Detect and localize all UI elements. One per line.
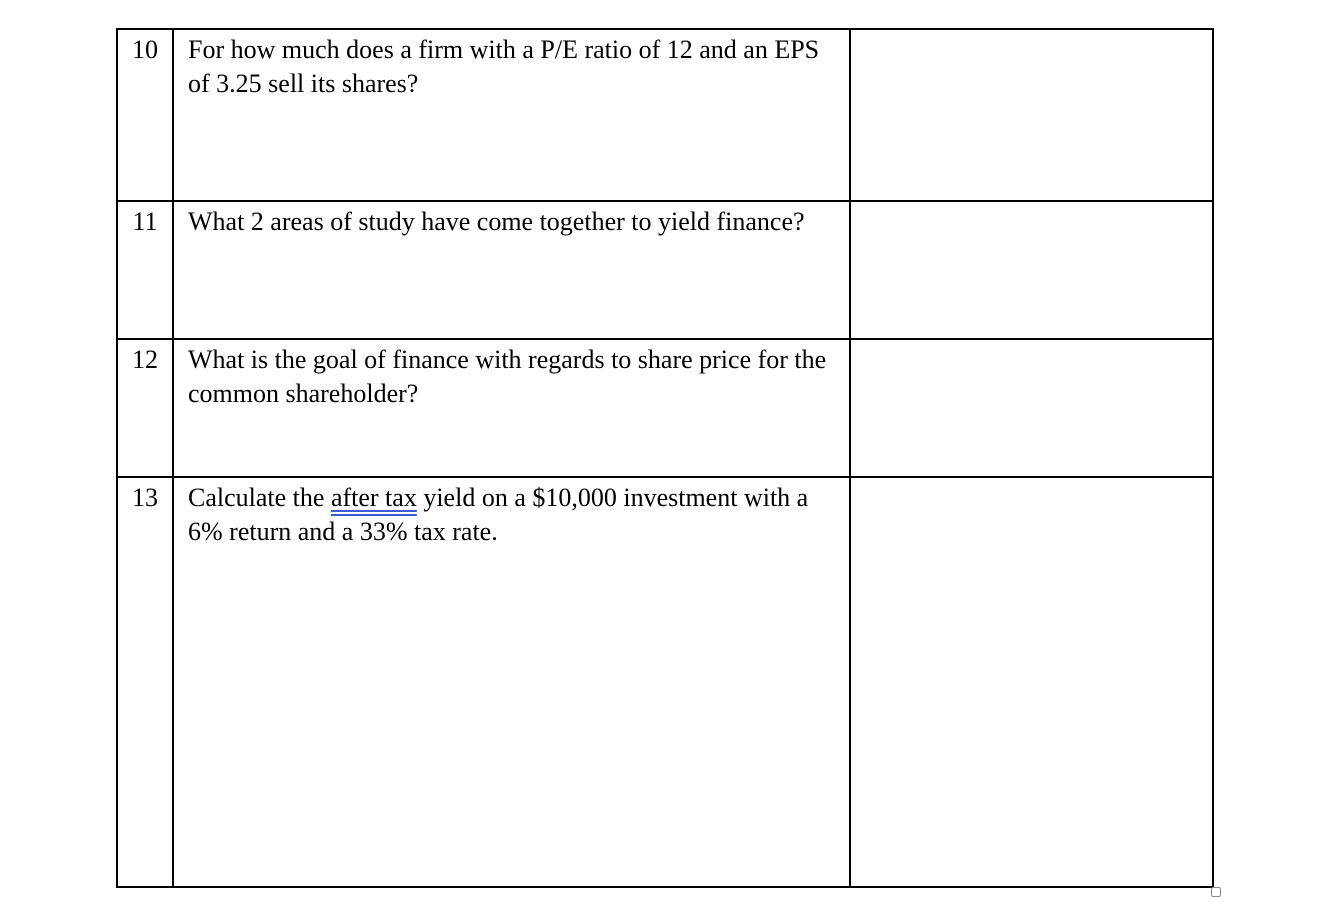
- question-text-cell[interactable]: [173, 29, 850, 201]
- question-table: [116, 28, 1214, 888]
- question-text-part: yield on a $10,000 investment with a 6% return and a 33% tax rate.: [188, 483, 809, 546]
- question-text: What is the goal of finance with regards to share price for the common shareholder?: [188, 345, 827, 408]
- answer-cell[interactable]: [850, 339, 1213, 477]
- answer-cell[interactable]: [850, 201, 1213, 339]
- answer-cell[interactable]: [850, 477, 1213, 887]
- question-text: What 2 areas of study have come together to yield finance?: [188, 207, 805, 236]
- question-row-10: [117, 29, 1213, 201]
- question-number: 11: [117, 201, 173, 339]
- question-row-13: [117, 477, 1213, 887]
- question-text-cell[interactable]: [173, 339, 850, 477]
- question-number: 10: [117, 29, 173, 201]
- question-text-cell[interactable]: [173, 477, 850, 887]
- question-text: For how much does a firm with a P/E ratio of 12 and an EPS of 3.25 sell its shares?: [188, 35, 820, 98]
- question-row-12: [117, 339, 1213, 477]
- table-resize-handle-icon[interactable]: [1211, 887, 1221, 897]
- question-number: 12: [117, 339, 173, 477]
- question-number: 13: [117, 477, 173, 887]
- question-row-11: [117, 201, 1213, 339]
- answer-cell[interactable]: [850, 29, 1213, 201]
- question-text: [188, 481, 835, 549]
- question-text-cell[interactable]: [173, 201, 850, 339]
- spellcheck-flagged-phrase[interactable]: after tax: [330, 483, 417, 512]
- question-text-part: Calculate the: [188, 483, 331, 512]
